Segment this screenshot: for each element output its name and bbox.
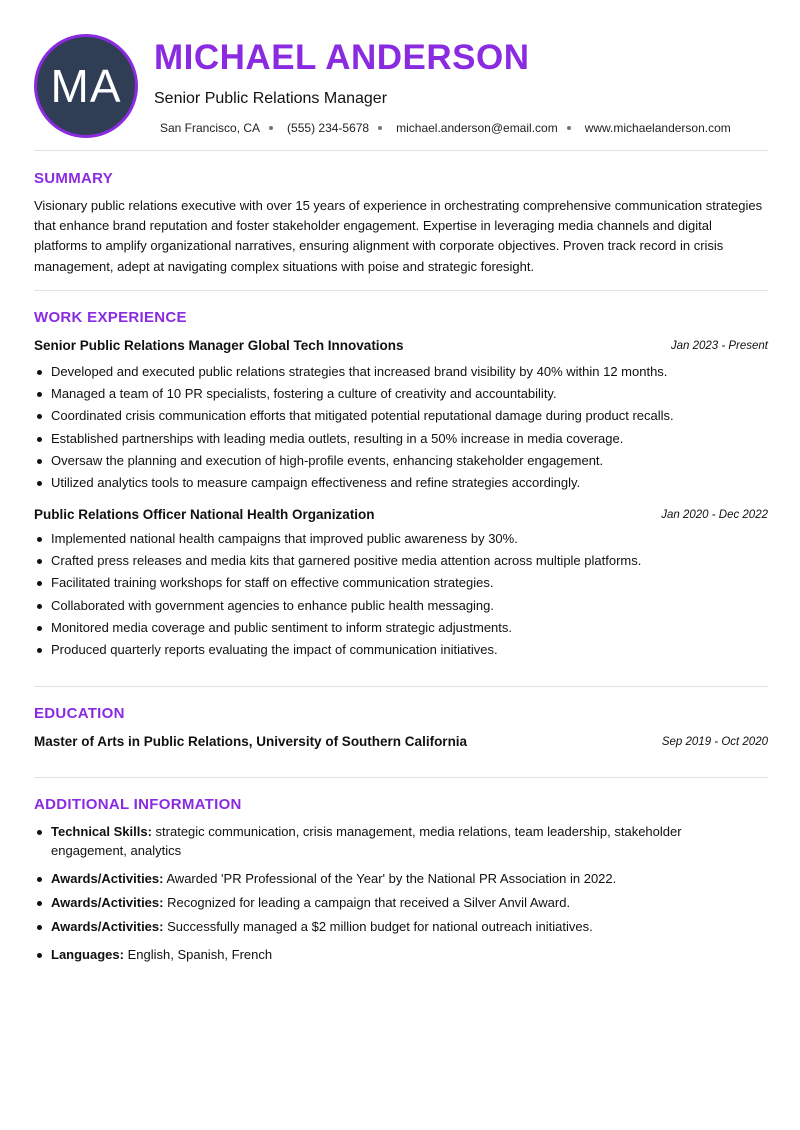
list-item: Developed and executed public relations strategies that increased brand visibility by 40% within 12 months.: [34, 364, 768, 380]
contact-website[interactable]: www.michaelanderson.com: [584, 121, 731, 135]
candidate-role: Senior Public Relations Manager: [154, 90, 388, 107]
list-item: Monitored media coverage and public sentiment to inform strategic adjustments.: [34, 620, 768, 636]
job-date: Jan 2023 - Present: [670, 340, 768, 352]
summary-text: Visionary public relations executive with over 15 years of experience in orchestrating comprehensive communication strategies that enhance brand reputation and foster stakeholder engagement. Expertise in leveraging media channels and digital platforms to amplify organizational narratives, ensuring alignment with corporate objectives. Proven track record in crisis management, adept at navigating complex situations with poise and strategic foresight.: [34, 198, 763, 274]
education-date: Sep 2019 - Oct 2020: [661, 736, 768, 748]
contact-location: San Francisco, CA: [160, 120, 287, 136]
list-item: Oversaw the planning and execution of high-profile events, enhancing stakeholder engagement.: [34, 453, 768, 469]
list-item: Collaborated with government agencies to enhance public health messaging.: [34, 598, 768, 614]
divider: [34, 150, 768, 151]
job-title: Public Relations Officer National Health Organization: [34, 507, 375, 522]
job-title: Senior Public Relations Manager Global Tech Innovations: [34, 338, 404, 353]
avatar-initials: MA: [50, 60, 122, 112]
additional-list: [34, 822, 714, 973]
item-label: Technical Skills:: [51, 824, 152, 839]
item-text: strategic communication, crisis management, media relations, team leadership, stakeholder engagement, analytics: [51, 824, 682, 858]
separator-dot: [567, 126, 571, 130]
job-date: Jan 2020 - Dec 2022: [661, 509, 768, 521]
item-label: Awards/Activities:: [51, 871, 164, 886]
item-text: Successfully managed a $2 million budget for national outreach initiatives.: [163, 919, 593, 934]
resume-header: [34, 34, 768, 138]
list-item: Utilized analytics tools to measure campaign effectiveness and refine strategies accordingly.: [34, 475, 768, 491]
contact-line: [160, 120, 731, 136]
divider: [34, 686, 768, 687]
divider: [34, 290, 768, 291]
separator-dot: [378, 126, 382, 130]
section-title-education: EDUCATION: [34, 705, 125, 722]
section-title-additional: ADDITIONAL INFORMATION: [34, 796, 242, 813]
item-label: Awards/Activities:: [51, 895, 164, 910]
section-title-summary: SUMMARY: [34, 170, 114, 187]
list-item: [34, 893, 714, 912]
job-bullets: [34, 364, 768, 497]
item-text: Awarded 'PR Professional of the Year' by the National PR Association in 2022.: [163, 871, 617, 886]
list-item: Implemented national health campaigns that improved public awareness by 30%.: [34, 531, 768, 547]
contact-phone: (555) 234-5678: [287, 120, 396, 136]
section-title-experience: WORK EXPERIENCE: [34, 309, 187, 326]
separator-dot: [269, 126, 273, 130]
job-header: [34, 506, 768, 524]
list-item: Crafted press releases and media kits that garnered positive media attention across multiple platforms.: [34, 553, 768, 569]
list-item: Coordinated crisis communication efforts that mitigated potential reputational damage during product recalls.: [34, 408, 768, 424]
degree: Master of Arts in Public Relations, University of Southern California: [34, 734, 468, 749]
list-item: Produced quarterly reports evaluating the impact of communication initiatives.: [34, 642, 768, 658]
list-item: Established partnerships with leading media outlets, resulting in a 50% increase in media coverage.: [34, 431, 768, 447]
list-item: Managed a team of 10 PR specialists, fostering a culture of creativity and accountability.: [34, 386, 768, 402]
job-bullets: [34, 531, 768, 664]
job-header: [34, 337, 768, 355]
item-text: Recognized for leading a campaign that received a Silver Anvil Award.: [163, 895, 571, 910]
list-item: Facilitated training workshops for staff on effective communication strategies.: [34, 575, 768, 591]
list-item: [34, 869, 714, 888]
list-item: [34, 917, 714, 936]
item-label: Languages:: [51, 947, 124, 962]
list-item: [34, 822, 714, 860]
list-item: [34, 945, 714, 964]
divider: [34, 777, 768, 778]
item-text: English, Spanish, French: [123, 947, 273, 962]
candidate-name: MICHAEL ANDERSON: [154, 38, 530, 77]
education-entry: [34, 733, 768, 751]
item-label: Awards/Activities:: [51, 919, 164, 934]
avatar: [34, 34, 138, 138]
contact-email[interactable]: michael.anderson@email.com: [396, 120, 585, 136]
